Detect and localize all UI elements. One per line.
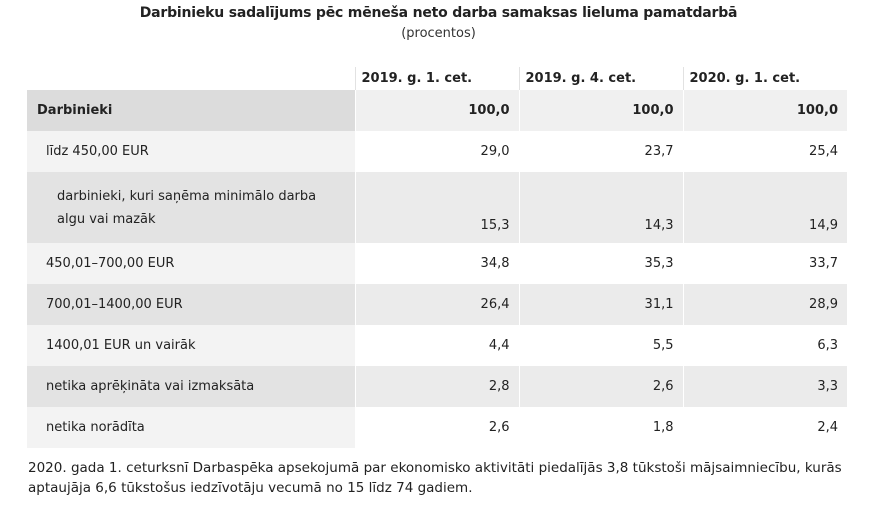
row-label: darbinieki, kuri saņēma minimālo darba algu vai mazāk	[27, 172, 355, 243]
table-row	[27, 325, 847, 366]
cell-value: 25,4	[683, 131, 847, 172]
cell-value: 2,6	[355, 407, 519, 448]
cell-value: 100,0	[519, 90, 683, 131]
cell-value: 31,1	[519, 284, 683, 325]
cell-value: 26,4	[355, 284, 519, 325]
row-label: netika norādīta	[27, 407, 355, 448]
cell-value: 33,7	[683, 243, 847, 284]
cell-value: 3,3	[683, 366, 847, 407]
column-header-2019-q1: 2019. g. 1. cet.	[355, 67, 519, 90]
cell-value: 14,9	[683, 172, 847, 243]
cell-value: 6,3	[683, 325, 847, 366]
cell-value: 2,6	[519, 366, 683, 407]
cell-value: 5,5	[519, 325, 683, 366]
table-row	[27, 407, 847, 448]
footnote: 2020. gada 1. ceturksnī Darbaspēka apsekojumā par ekonomisko aktivitāti piedalījās 3,8 tūkstoši mājsaimniecību, kurās aptaujāja 6,6 tūkstošus iedzīvotāju vecumā no 15 līdz 74 gadiem.	[28, 460, 842, 496]
cell-value: 34,8	[355, 243, 519, 284]
row-label: 1400,01 EUR un vairāk	[27, 325, 355, 366]
table-row	[27, 243, 847, 284]
cell-value: 23,7	[519, 131, 683, 172]
cell-value: 100,0	[683, 90, 847, 131]
cell-value: 28,9	[683, 284, 847, 325]
table-row	[27, 90, 847, 131]
row-label: netika aprēķināta vai izmaksāta	[27, 366, 355, 407]
cell-value: 14,3	[519, 172, 683, 243]
cell-value: 35,3	[519, 243, 683, 284]
cell-value: 2,4	[683, 407, 847, 448]
header-row	[27, 67, 847, 90]
data-table	[27, 67, 847, 448]
table-row	[27, 366, 847, 407]
table-row	[27, 172, 847, 243]
row-label: 700,01–1400,00 EUR	[27, 284, 355, 325]
row-label: 450,01–700,00 EUR	[27, 243, 355, 284]
cell-value: 1,8	[519, 407, 683, 448]
row-label: līdz 450,00 EUR	[27, 131, 355, 172]
table-title: Darbinieku sadalījums pēc mēneša neto darba samaksas lieluma pamatdarbā	[139, 5, 738, 21]
table-row	[27, 284, 847, 325]
cell-value: 2,8	[355, 366, 519, 407]
cell-value: 15,3	[355, 172, 519, 243]
column-header-2019-q4: 2019. g. 4. cet.	[519, 67, 683, 90]
table-row	[27, 131, 847, 172]
cell-value: 4,4	[355, 325, 519, 366]
column-header-label	[27, 67, 355, 90]
column-header-2020-q1: 2020. g. 1. cet.	[683, 67, 847, 90]
table-subtitle: (procentos)	[401, 26, 476, 41]
row-label: Darbinieki	[27, 90, 355, 131]
cell-value: 29,0	[355, 131, 519, 172]
cell-value: 100,0	[355, 90, 519, 131]
